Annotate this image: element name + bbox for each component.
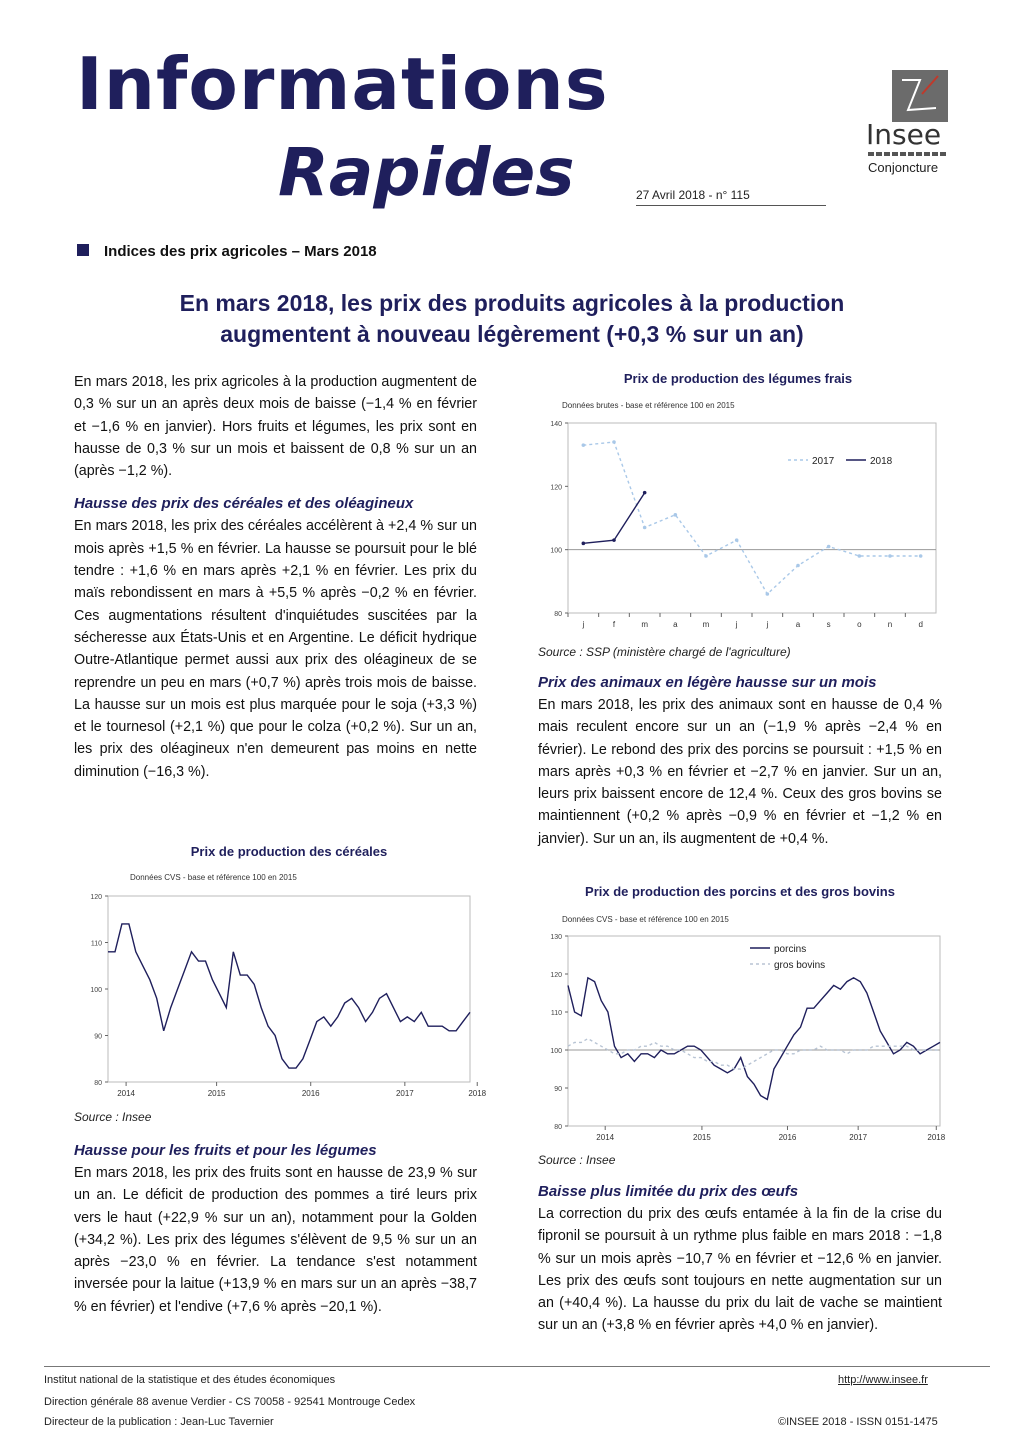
issue-date-number: 27 Avril 2018 - n° 115 xyxy=(636,188,750,202)
fruits-paragraph: En mars 2018, les prix des fruits sont en hausse de 23,9 % sur un an. Le déficit de production des pommes a tiré leurs prix vers le haut (+22,9 % sur un an), notamment pour la Golden (+34,2 %). Les prix des légumes s'élèvent de 9,5 % sur un an après −23,0 % en février. La tendance s'est notamment inversée pour la laitue (+13,9 % en mars sur un an après −38,7 % en février) et l'endive (+7,6 % après −20,1 %). xyxy=(74,1165,477,1315)
headline-line-2: augmentent à nouveau légèrement (+0,3 % sur un an) xyxy=(220,321,804,347)
cereals-paragraph: En mars 2018, les prix des céréales accélèrent à +2,4 % sur un mois après +1,5 % en février. La hausse se poursuit pour le blé tendre : +1,6 % en mars après +2,1 % en février. Les prix du maïs rebondissent en mars à +5,5 % après −0,2 % en février. Ces augmentations résultent d'inquiétudes suscitées par la sécheresse aux États-Unis et en Argentine. Le déficit hydrique Outre-Atlantique permet aussi aux prix des oléagineux de se reprendre un peu en mars (+0,7 %) après trois mois de baisse. La hausse sur un mois est plus marquée pour le soja (+3,3 %) et le tournesol (+2,1 %) que pour le colza (+0,2 %). Sur un an, les prix des oléagineux n'en demeurent pas moins en nette diminution (−16,3 %). xyxy=(74,518,477,780)
x-tick-label: a xyxy=(795,620,801,629)
y-tick-label: 90 xyxy=(94,1033,102,1041)
x-tick-label: 2016 xyxy=(301,1089,320,1098)
x-tick-label: 2018 xyxy=(927,1133,946,1142)
insee-logo-name: Insee xyxy=(866,118,942,151)
livestock-chart xyxy=(538,930,948,1148)
footer-address: Direction générale 88 avenue Verdier - CS 70058 - 92541 Montrouge Cedex xyxy=(44,1396,416,1408)
data-point xyxy=(888,554,892,558)
plot-frame xyxy=(568,423,936,613)
series-line-1 xyxy=(108,924,470,1068)
eggs-heading: Baisse plus limitée du prix des œufs xyxy=(538,1183,799,1200)
x-tick-label: f xyxy=(612,620,616,629)
footer-copyright: ©INSEE 2018 - ISSN 0151-1475 xyxy=(778,1416,938,1428)
insee-logo-sub: Conjoncture xyxy=(868,160,939,175)
x-tick-label: m xyxy=(641,620,649,629)
y-tick-label: 80 xyxy=(554,611,562,618)
masthead-subtitle: Rapides xyxy=(278,134,575,211)
x-tick-label: 2015 xyxy=(207,1089,226,1098)
animals-paragraph: En mars 2018, les prix des animaux sont en hausse de 0,4 % mais reculent encore sur un an (−1,9 % après −2,4 % en février). Le rebond des prix des porcins se poursuit : +1,5 % en mars après +0,3 % en février et −2,7 % en janvier. Sur un an, leurs prix baissent encore de 12,4 %. Ceux des gros bovins se maintiennent (+0,2 % après −0,9 % en février et −1,2 % en janvier). Sur un an, ils augmentent de +0,4 %. xyxy=(538,697,942,847)
footer-director: Directeur de la publication : Jean-Luc Tavernier xyxy=(44,1416,274,1428)
y-tick-label: 100 xyxy=(550,1048,562,1055)
section-square-icon xyxy=(77,244,89,256)
insee-logo-tagline xyxy=(868,152,948,156)
data-point xyxy=(858,554,862,558)
data-point xyxy=(735,538,739,542)
y-tick-label: 120 xyxy=(550,972,562,979)
data-point xyxy=(674,513,678,517)
footer-rule xyxy=(44,1366,990,1367)
cereals-chart-source: Source : Insee xyxy=(74,1110,152,1124)
y-tick-label: 120 xyxy=(90,894,102,901)
data-point xyxy=(919,554,923,558)
vegetables-chart-note: Données brutes - base et référence 100 en 2015 xyxy=(562,401,735,410)
x-tick-label: 2017 xyxy=(395,1089,414,1098)
x-tick-label: s xyxy=(826,620,831,629)
x-tick-label: 2017 xyxy=(849,1133,868,1142)
insee-logo-icon xyxy=(892,70,948,122)
insee-website-link[interactable]: http://www.insee.fr xyxy=(838,1374,928,1386)
fruits-heading: Hausse pour les fruits et pour les légumes xyxy=(74,1142,377,1159)
legend-label: 2018 xyxy=(870,456,893,467)
legend-label: porcins xyxy=(774,944,807,955)
y-tick-label: 140 xyxy=(550,421,562,428)
y-tick-label: 100 xyxy=(550,547,562,555)
series-line-2 xyxy=(568,1039,940,1069)
x-tick-label: 2018 xyxy=(468,1089,487,1098)
left-column-bottom xyxy=(74,1140,477,1318)
plot-frame xyxy=(568,936,940,1126)
data-point xyxy=(582,443,586,447)
y-tick-label: 80 xyxy=(554,1124,562,1131)
section-label: Indices des prix agricoles – Mars 2018 xyxy=(104,243,377,260)
x-tick-label: 2016 xyxy=(778,1133,797,1142)
x-tick-label: 2015 xyxy=(693,1133,711,1142)
data-point xyxy=(612,440,616,444)
footer-institute: Institut national de la statistique et des études économiques xyxy=(44,1374,336,1386)
x-tick-label: o xyxy=(857,620,862,629)
livestock-chart-note: Données CVS - base et référence 100 en 2015 xyxy=(562,915,729,924)
y-tick-label: 90 xyxy=(554,1086,562,1093)
series-line-1 xyxy=(568,978,940,1100)
y-tick-label: 100 xyxy=(90,987,102,994)
x-tick-label: j xyxy=(766,620,769,629)
y-tick-label: 120 xyxy=(550,484,562,492)
cereals-chart xyxy=(74,890,487,1108)
y-tick-label: 110 xyxy=(90,940,102,948)
x-tick-label: m xyxy=(702,620,710,629)
data-point xyxy=(643,526,647,530)
data-point xyxy=(796,564,800,568)
intro-paragraph: En mars 2018, les prix agricoles à la production augmentent de 0,3 % sur un an après deux mois de baisse (−1,4 % en février et −1,6 % en janvier). Hors fruits et légumes, les prix sont en hausse de 0,3 % sur un mois et baissent de 0,8 % sur un an (après −1,2 %). xyxy=(74,374,477,480)
left-column-top xyxy=(74,371,477,783)
eggs-paragraph: La correction du prix des œufs entamée à la fin de la crise du fipronil se poursuit à un rythme plus faible en mars 2018 : −1,8 % sur un mois après −10,7 % en février et −12,6 % en janvier. Les prix des œufs sont toujours en nette augmentation sur un an (+40,4 %). La hausse du prix du lait de vache se maintient sur un an (+3,8 % en février après +4,0 % en janvier). xyxy=(538,1206,942,1334)
masthead-title: Informations xyxy=(76,42,609,126)
x-tick-label: j xyxy=(735,620,738,629)
x-tick-label: a xyxy=(673,620,678,629)
legend-label: gros bovins xyxy=(774,960,826,971)
legend-label: 2017 xyxy=(812,456,835,467)
x-tick-label: 2014 xyxy=(117,1089,135,1098)
data-point xyxy=(766,592,770,596)
livestock-chart-title: Prix de production des porcins et des gros bovins xyxy=(585,884,895,899)
data-point xyxy=(612,538,616,542)
x-tick-label: n xyxy=(887,620,893,629)
livestock-chart-source: Source : Insee xyxy=(538,1153,616,1167)
data-point xyxy=(582,542,586,546)
headline xyxy=(60,288,964,350)
vegetables-chart-source: Source : SSP (ministère chargé de l'agriculture) xyxy=(538,645,791,659)
right-column-eggs xyxy=(538,1181,942,1337)
vegetables-chart xyxy=(530,415,950,637)
x-tick-label: d xyxy=(918,620,923,629)
issue-rule xyxy=(636,205,826,206)
x-tick-label: 2014 xyxy=(596,1133,615,1142)
headline-line-1: En mars 2018, les prix des produits agricoles à la production xyxy=(179,290,845,316)
vegetables-chart-title: Prix de production des légumes frais xyxy=(623,371,853,386)
y-tick-label: 80 xyxy=(94,1080,102,1087)
cereals-heading: Hausse des prix des céréales et des oléagineux xyxy=(74,495,414,513)
data-point xyxy=(827,545,831,549)
animals-heading: Prix des animaux en légère hausse sur un mois xyxy=(538,674,877,691)
cereals-chart-title: Prix de production des céréales xyxy=(190,844,388,859)
data-point xyxy=(643,491,647,495)
y-tick-label: 130 xyxy=(550,934,562,941)
right-column-animals xyxy=(538,672,942,850)
y-tick-label: 110 xyxy=(550,1010,562,1017)
cereals-chart-note: Données CVS - base et référence 100 en 2015 xyxy=(130,873,297,882)
x-tick-label: j xyxy=(582,620,585,629)
plot-frame xyxy=(108,896,470,1082)
data-point xyxy=(704,554,708,558)
